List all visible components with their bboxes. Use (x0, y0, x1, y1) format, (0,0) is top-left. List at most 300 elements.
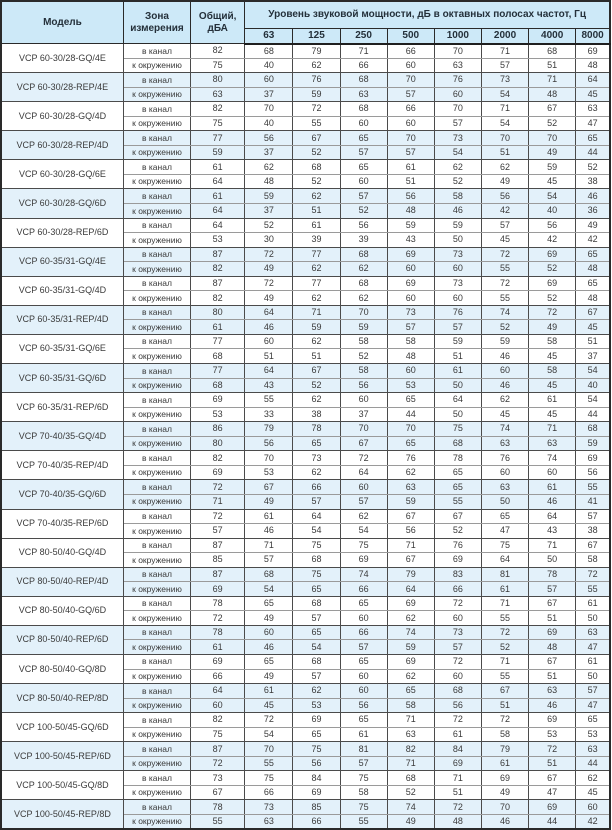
value-cell: 67 (245, 480, 293, 495)
value-cell: 55 (293, 116, 340, 131)
value-cell: 48 (576, 58, 610, 73)
value-cell: 77 (191, 131, 245, 146)
value-cell: 69 (191, 465, 245, 480)
value-cell: 70 (434, 44, 481, 59)
table-row-in-duct (1, 218, 610, 233)
table-row-in-duct (1, 451, 610, 466)
value-cell: 46 (481, 378, 528, 393)
value-cell: 87 (191, 742, 245, 757)
value-cell: 40 (576, 378, 610, 393)
value-cell: 61 (529, 393, 576, 408)
value-cell: 62 (245, 160, 293, 175)
value-cell: 56 (387, 524, 434, 539)
value-cell: 75 (340, 800, 387, 815)
header-total-dba: Общий, дБА (191, 1, 245, 44)
zone-label-cell: к окружению (123, 611, 190, 626)
value-cell: 78 (191, 596, 245, 611)
value-cell: 78 (529, 567, 576, 582)
value-cell: 57 (481, 218, 528, 233)
value-cell: 75 (191, 116, 245, 131)
value-cell: 68 (340, 247, 387, 262)
value-cell: 65 (576, 713, 610, 728)
value-cell: 56 (245, 436, 293, 451)
value-cell: 62 (387, 669, 434, 684)
value-cell: 70 (481, 800, 528, 815)
value-cell: 67 (387, 509, 434, 524)
value-cell: 46 (481, 349, 528, 364)
value-cell: 60 (387, 291, 434, 306)
value-cell: 49 (481, 174, 528, 189)
value-cell: 52 (434, 174, 481, 189)
header-freq-8000: 8000 (576, 28, 610, 44)
value-cell: 62 (481, 393, 528, 408)
value-cell: 68 (387, 771, 434, 786)
value-cell: 51 (481, 698, 528, 713)
value-cell: 37 (245, 145, 293, 160)
value-cell: 68 (293, 160, 340, 175)
value-cell: 79 (481, 742, 528, 757)
value-cell: 61 (481, 582, 528, 597)
value-cell: 52 (245, 218, 293, 233)
model-name-cell: VCP 80-50/40-GQ/6D (1, 596, 123, 625)
value-cell: 68 (191, 349, 245, 364)
model-name-cell: VCP 80-50/40-REP/6D (1, 625, 123, 654)
value-cell: 81 (340, 742, 387, 757)
value-cell: 72 (434, 596, 481, 611)
value-cell: 64 (481, 553, 528, 568)
model-name-cell: VCP 100-50/45-GQ/6D (1, 713, 123, 742)
model-name-cell: VCP 100-50/45-GQ/8D (1, 771, 123, 800)
value-cell: 64 (529, 509, 576, 524)
value-cell: 46 (434, 204, 481, 219)
value-cell: 72 (481, 247, 528, 262)
value-cell: 80 (191, 305, 245, 320)
value-cell: 82 (191, 44, 245, 59)
zone-label-cell: к окружению (123, 233, 190, 248)
value-cell: 60 (434, 611, 481, 626)
value-cell: 69 (387, 247, 434, 262)
value-cell: 71 (481, 102, 528, 117)
value-cell: 59 (191, 145, 245, 160)
value-cell: 75 (191, 58, 245, 73)
value-cell: 71 (293, 305, 340, 320)
value-cell: 61 (191, 160, 245, 175)
value-cell: 51 (529, 611, 576, 626)
table-row-in-duct (1, 742, 610, 757)
value-cell: 55 (576, 582, 610, 597)
zone-label-cell: к окружению (123, 756, 190, 771)
zone-label-cell: в канал (123, 451, 190, 466)
header-freq-1000: 1000 (434, 28, 481, 44)
value-cell: 75 (191, 727, 245, 742)
value-cell: 46 (245, 524, 293, 539)
zone-label-cell: к окружению (123, 785, 190, 800)
value-cell: 56 (293, 756, 340, 771)
value-cell: 51 (293, 204, 340, 219)
value-cell: 72 (245, 247, 293, 262)
value-cell: 72 (481, 276, 528, 291)
value-cell: 48 (529, 87, 576, 102)
value-cell: 47 (481, 524, 528, 539)
zone-label-cell: в канал (123, 247, 190, 262)
model-name-cell: VCP 70-40/35-REP/4D (1, 451, 123, 480)
value-cell: 57 (576, 684, 610, 699)
value-cell: 37 (576, 349, 610, 364)
value-cell: 71 (191, 494, 245, 509)
zone-label-cell: к окружению (123, 87, 190, 102)
value-cell: 59 (293, 87, 340, 102)
value-cell: 70 (481, 131, 528, 146)
zone-label-cell: к окружению (123, 320, 190, 335)
value-cell: 67 (434, 509, 481, 524)
zone-label-cell: в канал (123, 305, 190, 320)
zone-label-cell: к окружению (123, 727, 190, 742)
value-cell: 54 (293, 524, 340, 539)
table-row-in-duct (1, 393, 610, 408)
table-row-in-duct (1, 509, 610, 524)
zone-label-cell: в канал (123, 44, 190, 59)
value-cell: 59 (387, 218, 434, 233)
value-cell: 51 (576, 334, 610, 349)
value-cell: 65 (340, 596, 387, 611)
value-cell: 59 (529, 160, 576, 175)
value-cell: 49 (576, 218, 610, 233)
value-cell: 56 (529, 218, 576, 233)
value-cell: 85 (293, 800, 340, 815)
value-cell: 69 (434, 756, 481, 771)
value-cell: 66 (340, 625, 387, 640)
value-cell: 55 (245, 756, 293, 771)
model-name-cell: VCP 60-30/28-GQ/4D (1, 102, 123, 131)
value-cell: 57 (387, 320, 434, 335)
value-cell: 64 (387, 582, 434, 597)
value-cell: 55 (245, 393, 293, 408)
value-cell: 54 (245, 582, 293, 597)
value-cell: 66 (387, 44, 434, 59)
value-cell: 75 (293, 567, 340, 582)
value-cell: 44 (576, 756, 610, 771)
value-cell: 51 (529, 669, 576, 684)
table-row-in-duct (1, 800, 610, 815)
value-cell: 87 (191, 276, 245, 291)
value-cell: 46 (481, 814, 528, 829)
value-cell: 77 (191, 334, 245, 349)
value-cell: 73 (434, 276, 481, 291)
value-cell: 57 (293, 611, 340, 626)
value-cell: 87 (191, 247, 245, 262)
value-cell: 68 (293, 553, 340, 568)
value-cell: 61 (340, 727, 387, 742)
value-cell: 71 (529, 538, 576, 553)
zone-label-cell: к окружению (123, 116, 190, 131)
value-cell: 60 (340, 174, 387, 189)
value-cell: 75 (293, 742, 340, 757)
value-cell: 72 (191, 756, 245, 771)
value-cell: 67 (529, 596, 576, 611)
value-cell: 66 (191, 669, 245, 684)
value-cell: 48 (529, 640, 576, 655)
zone-label-cell: в канал (123, 654, 190, 669)
value-cell: 52 (293, 174, 340, 189)
value-cell: 84 (434, 742, 481, 757)
value-cell: 46 (529, 494, 576, 509)
value-cell: 58 (340, 785, 387, 800)
model-name-cell: VCP 60-35/31-GQ/6D (1, 364, 123, 393)
value-cell: 63 (191, 87, 245, 102)
value-cell: 72 (293, 102, 340, 117)
value-cell: 47 (529, 785, 576, 800)
header-row-main (1, 1, 610, 28)
value-cell: 37 (245, 87, 293, 102)
value-cell: 49 (245, 262, 293, 277)
value-cell: 50 (434, 378, 481, 393)
table-row-in-duct (1, 538, 610, 553)
value-cell: 46 (529, 698, 576, 713)
value-cell: 59 (434, 334, 481, 349)
model-name-cell: VCP 100-50/45-REP/6D (1, 742, 123, 771)
value-cell: 72 (245, 713, 293, 728)
zone-label-cell: к окружению (123, 407, 190, 422)
table-row-in-duct (1, 276, 610, 291)
value-cell: 62 (340, 262, 387, 277)
zone-label-cell: в канал (123, 480, 190, 495)
model-name-cell: VCP 70-40/35-REP/6D (1, 509, 123, 538)
value-cell: 70 (387, 422, 434, 437)
model-name-cell: VCP 60-35/31-GQ/6E (1, 334, 123, 363)
value-cell: 63 (481, 436, 528, 451)
value-cell: 70 (434, 102, 481, 117)
model-name-cell: VCP 80-50/40-GQ/4D (1, 538, 123, 567)
zone-label-cell: в канал (123, 684, 190, 699)
value-cell: 84 (293, 771, 340, 786)
table-row-in-duct (1, 334, 610, 349)
value-cell: 64 (191, 204, 245, 219)
value-cell: 75 (340, 538, 387, 553)
value-cell: 67 (529, 102, 576, 117)
table-row-in-duct (1, 771, 610, 786)
value-cell: 52 (340, 204, 387, 219)
value-cell: 53 (293, 698, 340, 713)
value-cell: 73 (434, 247, 481, 262)
value-cell: 76 (387, 451, 434, 466)
table-row-in-duct (1, 567, 610, 582)
value-cell: 56 (481, 189, 528, 204)
zone-label-cell: к окружению (123, 174, 190, 189)
zone-label-cell: к окружению (123, 145, 190, 160)
model-name-cell: VCP 80-50/40-REP/8D (1, 684, 123, 713)
value-cell: 50 (434, 407, 481, 422)
value-cell: 61 (191, 189, 245, 204)
value-cell: 73 (481, 73, 528, 88)
value-cell: 56 (340, 698, 387, 713)
value-cell: 60 (434, 87, 481, 102)
table-row-in-duct (1, 73, 610, 88)
value-cell: 60 (245, 73, 293, 88)
value-cell: 64 (293, 509, 340, 524)
value-cell: 62 (340, 509, 387, 524)
value-cell: 58 (529, 334, 576, 349)
value-cell: 52 (293, 378, 340, 393)
value-cell: 40 (529, 204, 576, 219)
value-cell: 78 (191, 625, 245, 640)
value-cell: 62 (293, 465, 340, 480)
value-cell: 70 (387, 131, 434, 146)
value-cell: 47 (576, 640, 610, 655)
model-name-cell: VCP 60-30/28-GQ/6E (1, 160, 123, 189)
value-cell: 66 (293, 480, 340, 495)
value-cell: 57 (340, 189, 387, 204)
value-cell: 61 (434, 727, 481, 742)
value-cell: 73 (387, 305, 434, 320)
table-row-in-duct (1, 625, 610, 640)
value-cell: 71 (481, 654, 528, 669)
value-cell: 62 (293, 262, 340, 277)
value-cell: 55 (481, 291, 528, 306)
header-freq-2000: 2000 (481, 28, 528, 44)
value-cell: 69 (191, 654, 245, 669)
zone-label-cell: к окружению (123, 436, 190, 451)
value-cell: 44 (576, 407, 610, 422)
value-cell: 69 (529, 247, 576, 262)
value-cell: 38 (293, 407, 340, 422)
value-cell: 72 (191, 611, 245, 626)
value-cell: 59 (576, 436, 610, 451)
header-freq-4000: 4000 (529, 28, 576, 44)
value-cell: 54 (245, 727, 293, 742)
value-cell: 45 (529, 174, 576, 189)
value-cell: 59 (434, 218, 481, 233)
table-row-in-duct (1, 102, 610, 117)
zone-label-cell: в канал (123, 160, 190, 175)
value-cell: 69 (191, 393, 245, 408)
zone-label-cell: в канал (123, 509, 190, 524)
value-cell: 60 (576, 800, 610, 815)
value-cell: 69 (529, 276, 576, 291)
value-cell: 57 (434, 320, 481, 335)
header-freq-500: 500 (387, 28, 434, 44)
value-cell: 59 (387, 640, 434, 655)
value-cell: 62 (293, 189, 340, 204)
value-cell: 79 (293, 44, 340, 59)
zone-label-cell: в канал (123, 625, 190, 640)
value-cell: 56 (340, 218, 387, 233)
value-cell: 43 (387, 233, 434, 248)
value-cell: 60 (340, 684, 387, 699)
value-cell: 62 (293, 58, 340, 73)
value-cell: 65 (293, 625, 340, 640)
table-row-in-duct (1, 596, 610, 611)
value-cell: 44 (576, 145, 610, 160)
value-cell: 65 (293, 727, 340, 742)
zone-label-cell: в канал (123, 334, 190, 349)
value-cell: 72 (191, 509, 245, 524)
value-cell: 51 (434, 785, 481, 800)
value-cell: 53 (529, 727, 576, 742)
value-cell: 72 (191, 480, 245, 495)
value-cell: 46 (245, 640, 293, 655)
value-cell: 48 (387, 204, 434, 219)
value-cell: 69 (340, 553, 387, 568)
value-cell: 60 (387, 364, 434, 379)
value-cell: 37 (245, 204, 293, 219)
value-cell: 51 (245, 349, 293, 364)
value-cell: 80 (191, 73, 245, 88)
value-cell: 65 (293, 582, 340, 597)
value-cell: 54 (481, 87, 528, 102)
value-cell: 61 (191, 640, 245, 655)
value-cell: 70 (340, 422, 387, 437)
value-cell: 50 (576, 669, 610, 684)
value-cell: 54 (481, 116, 528, 131)
value-cell: 65 (293, 436, 340, 451)
model-name-cell: VCP 60-30/28-REP/4D (1, 131, 123, 160)
table-row-in-duct (1, 247, 610, 262)
model-name-cell: VCP 60-35/31-REP/4D (1, 305, 123, 334)
value-cell: 63 (529, 684, 576, 699)
zone-label-cell: к окружению (123, 814, 190, 829)
value-cell: 69 (576, 451, 610, 466)
value-cell: 63 (576, 625, 610, 640)
value-cell: 71 (387, 713, 434, 728)
value-cell: 76 (434, 73, 481, 88)
value-cell: 75 (481, 538, 528, 553)
value-cell: 49 (387, 814, 434, 829)
zone-label-cell: к окружению (123, 204, 190, 219)
value-cell: 62 (293, 684, 340, 699)
value-cell: 63 (481, 480, 528, 495)
value-cell: 49 (529, 145, 576, 160)
value-cell: 48 (387, 349, 434, 364)
value-cell: 53 (191, 407, 245, 422)
value-cell: 59 (481, 334, 528, 349)
value-cell: 61 (576, 654, 610, 669)
value-cell: 69 (529, 800, 576, 815)
value-cell: 70 (387, 73, 434, 88)
value-cell: 52 (529, 291, 576, 306)
value-cell: 64 (191, 684, 245, 699)
value-cell: 69 (387, 276, 434, 291)
value-cell: 44 (387, 407, 434, 422)
value-cell: 45 (245, 698, 293, 713)
value-cell: 50 (481, 494, 528, 509)
value-cell: 60 (340, 669, 387, 684)
value-cell: 55 (576, 480, 610, 495)
value-cell: 75 (245, 771, 293, 786)
value-cell: 78 (434, 451, 481, 466)
value-cell: 60 (191, 698, 245, 713)
value-cell: 72 (340, 451, 387, 466)
value-cell: 63 (434, 58, 481, 73)
value-cell: 57 (529, 582, 576, 597)
value-cell: 46 (576, 189, 610, 204)
zone-label-cell: к окружению (123, 58, 190, 73)
value-cell: 60 (340, 116, 387, 131)
value-cell: 72 (245, 276, 293, 291)
value-cell: 62 (387, 611, 434, 626)
model-name-cell: VCP 60-30/28-REP/4E (1, 73, 123, 102)
zone-label-cell: в канал (123, 276, 190, 291)
zone-label-cell: в канал (123, 422, 190, 437)
value-cell: 82 (387, 742, 434, 757)
value-cell: 42 (481, 204, 528, 219)
value-cell: 64 (191, 218, 245, 233)
value-cell: 57 (293, 494, 340, 509)
value-cell: 66 (245, 785, 293, 800)
value-cell: 79 (245, 422, 293, 437)
model-name-cell: VCP 60-35/31-REP/6D (1, 393, 123, 422)
zone-label-cell: в канал (123, 713, 190, 728)
value-cell: 48 (576, 291, 610, 306)
